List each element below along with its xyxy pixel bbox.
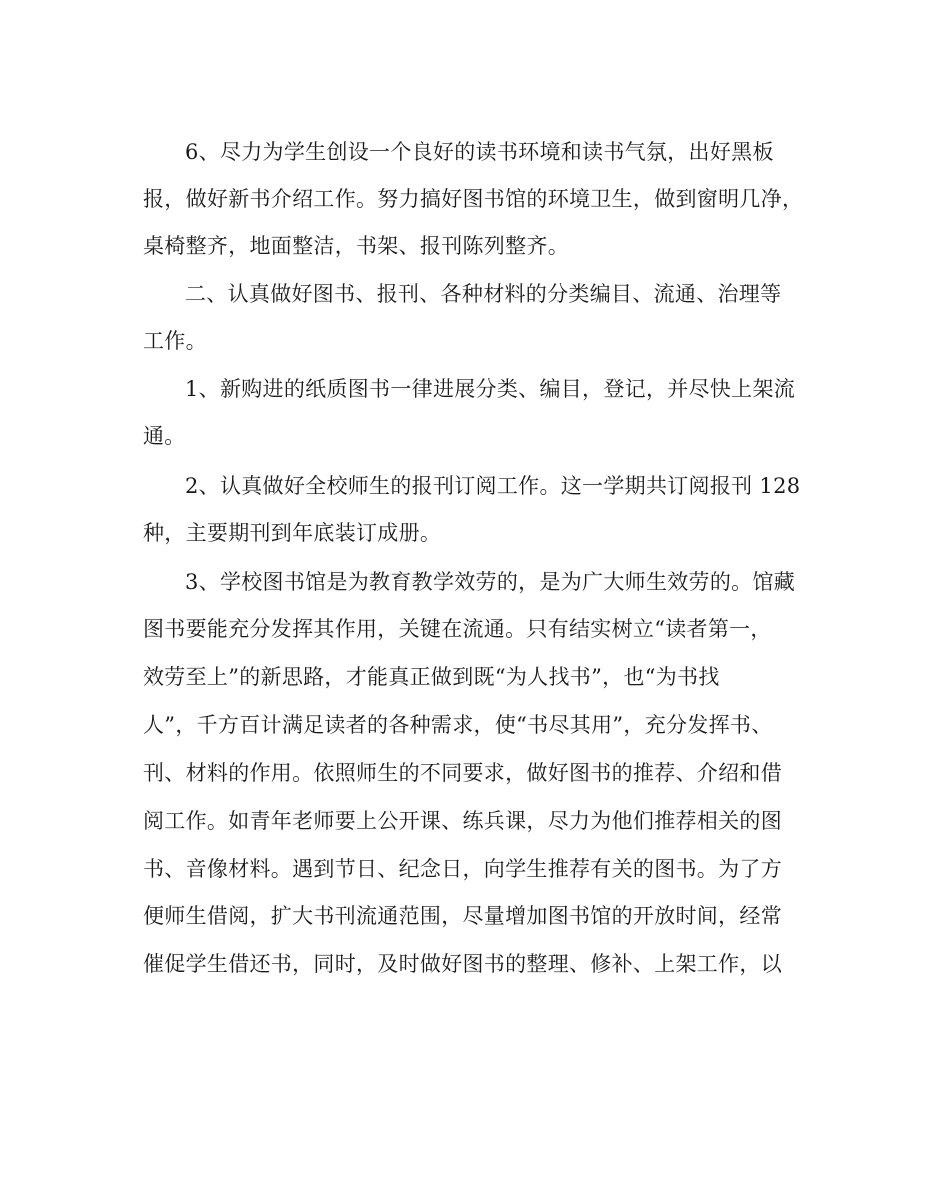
text-line: 二、认真做好图书、报刊、各种材料的分类编目、流通、治理等 <box>185 282 782 306</box>
text-line: 种，主要期刊到年底装订成册。 <box>143 521 442 545</box>
text-line: 报，做好新书介绍工作。努力搞好图书馆的环境卫生，做到窗明几净， <box>143 187 804 211</box>
text-line: 书、音像材料。遇到节日、纪念日，向学生推荐有关的图书。为了方 <box>143 857 782 881</box>
text-line: 通。 <box>143 424 186 448</box>
text-line: 图书要能充分发挥其作用，关键在流通。只有结实树立“读者第一， <box>143 617 772 641</box>
text-line: 催促学生借还书，同时，及时做好图书的整理、修补、上架工作，以 <box>143 952 782 976</box>
text-line: 人”，千方百计满足读者的各种需求，使“书尽其用”，充分发挥书、 <box>143 713 773 737</box>
text-line: 效劳至上”的新思路，才能真正做到既“为人找书”，也“为书找 <box>143 665 720 689</box>
text-line: 桌椅整齐，地面整洁，书架、报刊陈列整齐。 <box>143 234 569 258</box>
text-line: 便师生借阅，扩大书刊流通范围，尽量增加图书馆的开放时间，经常 <box>143 904 782 928</box>
text-line: 1、新购进的纸质图书一律进展分类、编目，登记，并尽快上架流 <box>185 377 796 401</box>
text-line: 3、学校图书馆是为教育教学效劳的，是为广大师生效劳的。馆藏 <box>185 570 796 594</box>
text-line: 6、尽力为学生创设一个良好的读书环境和读书气氛，出好黑板 <box>185 140 774 164</box>
text-line: 工作。 <box>143 329 207 353</box>
text-line: 2、认真做好全校师生的报刊订阅工作。这一学期共订阅报刊 128 <box>185 474 801 498</box>
text-line: 阅工作。如青年老师要上公开课、练兵课，尽力为他们推荐相关的图 <box>143 809 782 833</box>
text-line: 刊、材料的作用。依照师生的不同要求，做好图书的推荐、介绍和借 <box>143 761 782 785</box>
